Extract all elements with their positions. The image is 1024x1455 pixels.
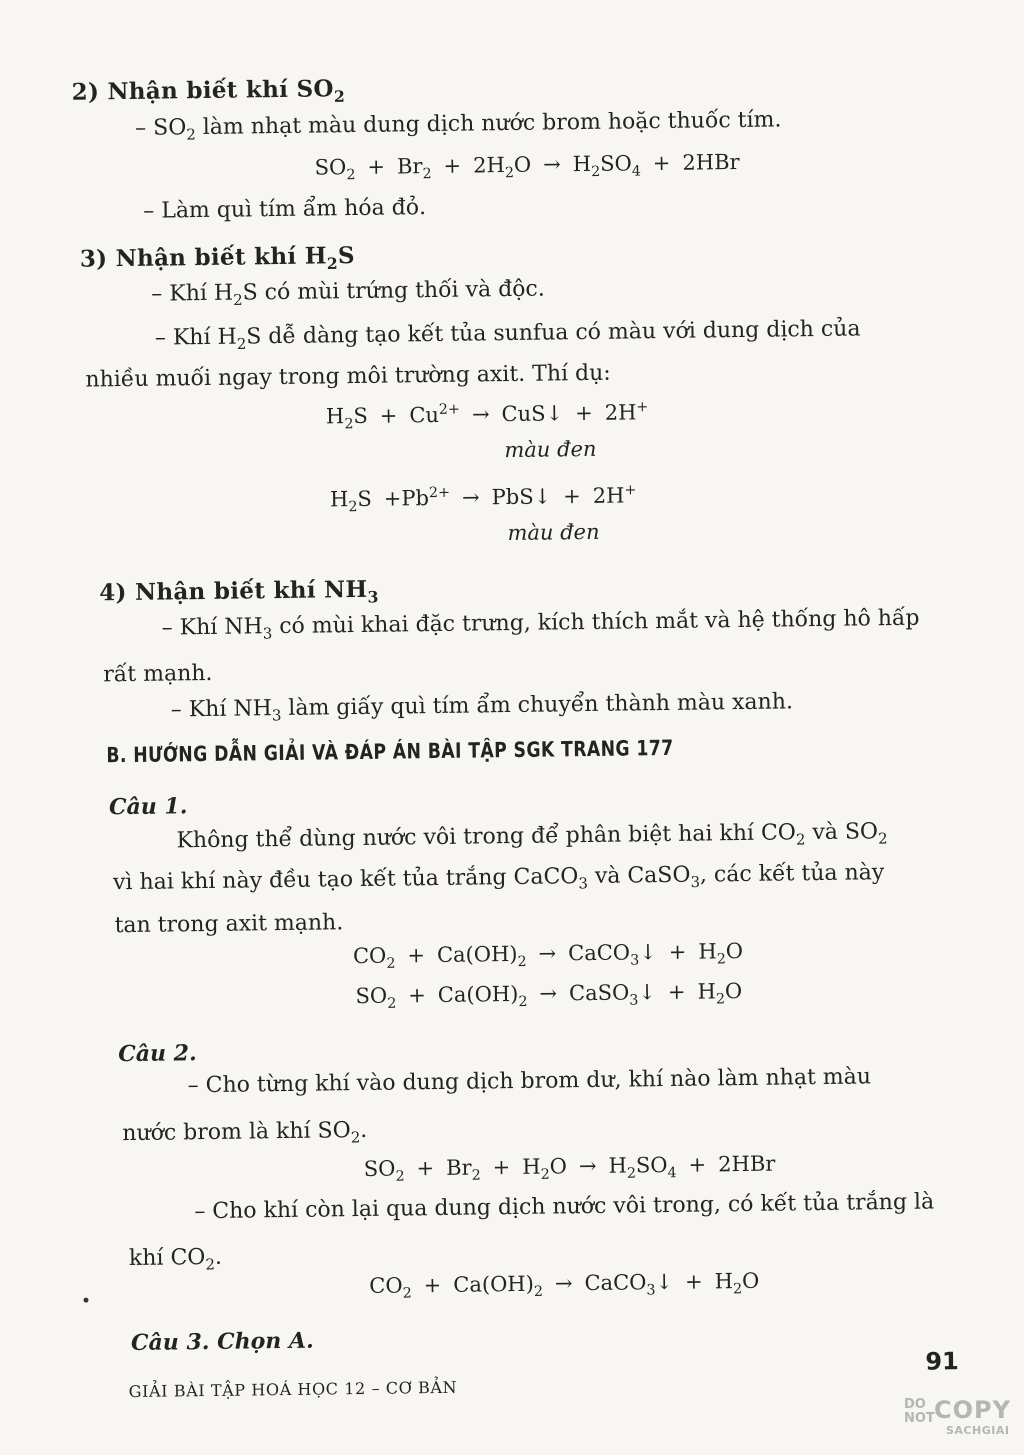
- so2-line-1: – $SO_2$ làm nhạt màu dung dịch nước brom hoặc thuốc tím.: [135, 107, 782, 144]
- equation-co2-caoh2: $CO_2 + Ca(OH)_2$ → CaCO$_3$↓ + $H_2O$: [352, 938, 744, 972]
- h2s-line-1: – Khí $H_2S$ có mùi trứng thối và độc.: [151, 276, 545, 310]
- heading-nh3: 4) Nhận biết khí $NH_3$: [99, 575, 379, 607]
- heading-h2s: 3) Nhận biết khí $H_2S$: [79, 242, 356, 273]
- heading-so2: 2) Nhận biết khí $SO_2$: [71, 75, 346, 106]
- h2s-line-3: nhiều muối ngay trong môi trường axit. Thí dụ:: [85, 360, 611, 393]
- equation-h2s-cu: $H_2S + Cu^{2+}$ → CuS↓ + 2H+: [325, 399, 649, 433]
- page-number: 91: [925, 1347, 959, 1376]
- cau1-line-3: tan trong axit mạnh.: [114, 910, 344, 939]
- equation-so2-br2: $SO_2 + Br_2 + 2H_2O \to H_2SO_4 + 2HBr$: [314, 149, 740, 184]
- so2-line-2: – Làm quì tím ẩm hóa đỏ.: [143, 195, 427, 224]
- cau1-title: Câu 1.: [108, 793, 188, 821]
- cau2-line-2: nước brom là khí $SO_2$.: [122, 1117, 368, 1147]
- equation-h2s-pb: $H_2S +Pb^{2+}$ → PbS↓ + 2H+: [329, 482, 637, 516]
- section-b-title: B. HƯỚNG DẪN GIẢI VÀ ĐÁP ÁN BÀI TẬP SGK TRANG 177: [106, 735, 674, 768]
- ink-dot: [83, 1298, 88, 1303]
- footer-book-title: GIẢI BÀI TẬP HOÁ HỌC 12 – CƠ BẢN: [128, 1377, 458, 1402]
- h2s-line-2: – Khí $H_2S$ dễ dàng tạo kết tủa sunfua có màu với dung dịch của: [154, 316, 861, 353]
- equation-co2-caoh2-2: $CO_2 + Ca(OH)_2$ → CaCO$_3$↓ + $H_2O$: [369, 1268, 760, 1302]
- cau2-line-4: khí $CO_2$.: [128, 1244, 223, 1274]
- cau2-title: Câu 2.: [118, 1040, 197, 1068]
- cau1-line-2: vì hai khí này đều tạo kết tủa trắng CaCO$_3$ và CaSO$_3$, các kết tủa này: [112, 860, 885, 896]
- note-black-2: màu đen: [507, 519, 600, 546]
- nh3-line-3: – Khí $NH_3$ làm giấy quì tím ẩm chuyển thành màu xanh.: [170, 689, 794, 725]
- watermark-logo: DO NOT COPY SACHGIAI: [904, 1396, 1011, 1437]
- cau2-line-1: – Cho từng khí vào dung dịch brom dư, khí nào làm nhạt màu: [187, 1064, 872, 1099]
- cau1-line-1: Không thể dùng nước vôi trong để phân biệt hai khí $CO_2$ và $SO_2$: [176, 819, 888, 854]
- nh3-line-1: – Khí $NH_3$ có mùi khai đặc trưng, kích thích mắt và hệ thống hô hấp: [161, 605, 920, 643]
- cau2-line-3: – Cho khí còn lại qua dung dịch nước vôi trong, có kết tủa trắng là: [194, 1189, 935, 1225]
- cau3-title: Câu 3. Chọn A.: [130, 1327, 314, 1357]
- equation-so2-br2-h2o: $SO_2 + Br_2 + H_2O \to H_2SO_4 + 2HBr$: [363, 1151, 776, 1185]
- note-black-1: màu đen: [504, 436, 597, 463]
- nh3-line-2: rất mạnh.: [103, 660, 213, 688]
- equation-so2-caoh2: $SO_2 + Ca(OH)_2$ → CaSO$_3$↓ + $H_2O$: [355, 979, 743, 1012]
